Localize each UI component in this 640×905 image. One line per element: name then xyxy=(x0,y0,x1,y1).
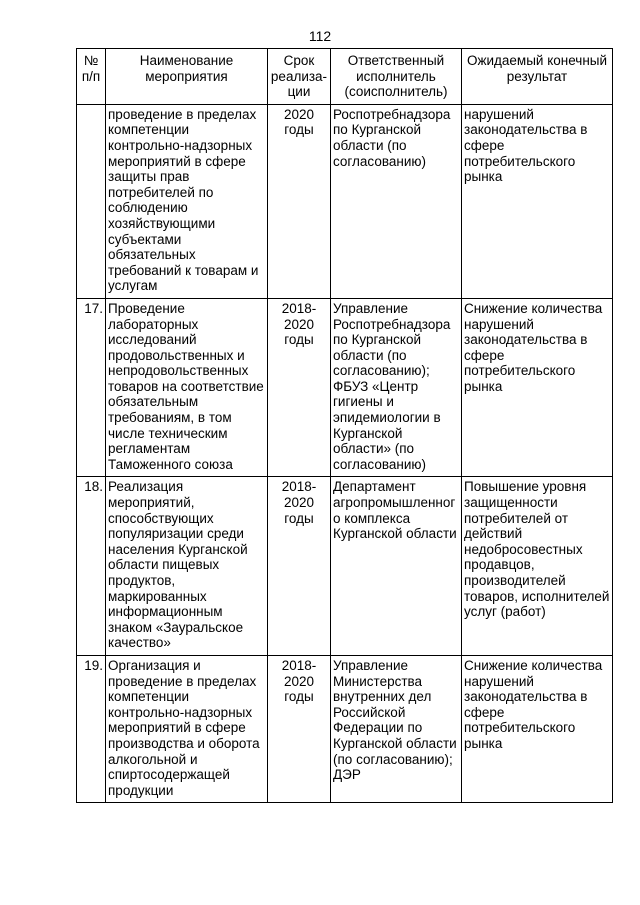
header-executor: Ответственный исполнитель (соисполнитель) xyxy=(331,49,462,105)
table-row xyxy=(77,477,613,656)
cell-line: Федерации по xyxy=(333,720,423,736)
cell-line: законодательства в xyxy=(464,122,588,138)
cell-num xyxy=(77,298,106,477)
cell-line: Управление xyxy=(333,657,409,673)
cell-line: продуктов, xyxy=(108,573,176,588)
cell-line: продовольственных и xyxy=(108,347,245,363)
cell-line: о комплекса xyxy=(333,510,411,526)
cell-line: обязательных xyxy=(108,247,196,263)
cell-line: проведение в пределах xyxy=(108,106,257,122)
cell-line: соблюдению xyxy=(108,200,188,216)
cell-line: лабораторных xyxy=(108,316,199,332)
measures-table xyxy=(76,48,613,803)
cell-line: Курганской xyxy=(333,425,403,441)
table-row xyxy=(77,655,613,802)
header-name: Наименование мероприятия xyxy=(106,49,268,105)
cell-line: мероприятий в сфере xyxy=(108,720,246,736)
cell-line: производства и оборота xyxy=(108,735,260,751)
cell-line: потребителей от xyxy=(464,510,569,526)
cell-result xyxy=(462,104,613,298)
cell-line: 2018- xyxy=(281,479,317,495)
cell-line: способствующих xyxy=(108,510,214,526)
cell-line: нарушений xyxy=(464,316,534,332)
cell-measure-name xyxy=(106,298,268,477)
cell-line: производителей xyxy=(464,573,566,588)
cell-line: населения Курганской xyxy=(108,541,248,557)
cell-line: Проведение xyxy=(108,300,185,316)
cell-line: законодательства в xyxy=(464,332,588,348)
cell-num xyxy=(77,104,106,298)
cell-measure-name xyxy=(106,477,268,656)
cell-line: агропромышленног xyxy=(333,495,456,511)
cell-executor xyxy=(331,477,462,656)
cell-line: компетенции xyxy=(108,122,190,138)
cell-line: недобросовестных xyxy=(464,541,583,557)
cell-line: потребителей по xyxy=(108,184,214,200)
cell-line: маркированных xyxy=(108,588,207,604)
cell-term xyxy=(268,298,331,477)
cell-line: обязательным xyxy=(108,394,199,410)
cell-line: годы xyxy=(284,122,314,138)
cell-term xyxy=(268,477,331,656)
cell-line: 2020 xyxy=(283,316,315,332)
cell-line: области (по xyxy=(333,137,407,153)
cell-line: Снижение количества xyxy=(464,300,603,316)
cell-line: согласованию) xyxy=(333,153,426,169)
cell-result xyxy=(462,655,613,802)
cell-line: товаров на соответствие xyxy=(108,378,264,394)
cell-line: спиртосодержащей xyxy=(108,767,230,783)
cell-line: регламентам xyxy=(108,441,191,457)
cell-line: сфере xyxy=(464,704,505,720)
cell-line: ФБУЗ «Центр xyxy=(333,378,419,394)
cell-line: товаров, исполнителей xyxy=(464,588,610,604)
cell-num xyxy=(77,655,106,802)
cell-line: 2018- xyxy=(281,657,317,673)
cell-term xyxy=(268,104,331,298)
cell-line: рынка xyxy=(464,169,503,185)
cell-line: защищенности xyxy=(464,495,558,511)
cell-line: 19. xyxy=(84,657,103,673)
cell-line: сфере xyxy=(464,347,505,363)
cell-line: Министерства xyxy=(333,673,423,689)
cell-line: законодательства в xyxy=(464,689,588,705)
cell-line: по Курганской xyxy=(333,332,421,348)
cell-executor xyxy=(331,655,462,802)
cell-line: контрольно-надзорных xyxy=(108,704,253,720)
cell-line: защиты прав xyxy=(108,169,190,185)
cell-line: мероприятий, xyxy=(108,495,195,511)
cell-executor xyxy=(331,298,462,477)
cell-measure-name xyxy=(106,104,268,298)
cell-line: сфере xyxy=(464,137,505,153)
header-num: № п/п xyxy=(77,49,106,105)
cell-line: компетенции xyxy=(108,689,190,705)
cell-line: годы xyxy=(284,332,314,348)
cell-line: годы xyxy=(284,510,314,526)
cell-line: контрольно-надзорных xyxy=(108,137,253,153)
cell-line: требованиям, в том xyxy=(108,410,232,426)
cell-line: алкогольной и xyxy=(108,751,198,767)
cell-line: области (по xyxy=(333,347,407,363)
cell-line: годы xyxy=(284,689,314,705)
cell-line: области пищевых xyxy=(108,557,220,573)
cell-line: потребительского xyxy=(464,363,576,379)
cell-line: 17. xyxy=(84,300,103,316)
page-number: 112 xyxy=(308,28,332,44)
cell-line: 2020 xyxy=(283,495,315,511)
cell-line: Роспотребнадзора xyxy=(333,106,451,122)
cell-line: требований к товарам и xyxy=(108,262,259,278)
cell-line: гигиены и xyxy=(333,394,394,410)
cell-line: информационным xyxy=(108,604,223,620)
cell-line: услуг (работ) xyxy=(464,604,546,620)
cell-line: продукции xyxy=(108,782,174,798)
cell-line: числе техническим xyxy=(108,425,228,441)
cell-line: 2020 xyxy=(283,106,315,122)
cell-line: Таможенного союза xyxy=(108,456,233,472)
cell-num xyxy=(77,477,106,656)
cell-line: услугам xyxy=(108,278,158,294)
cell-line: нарушений xyxy=(464,673,534,689)
cell-line: рынка xyxy=(464,378,503,394)
cell-line: субъектами xyxy=(108,231,182,247)
cell-line: потребительского xyxy=(464,720,576,736)
cell-line: потребительского xyxy=(464,153,576,169)
cell-result xyxy=(462,298,613,477)
cell-line: продавцов, xyxy=(464,557,535,573)
cell-line: Роспотребнадзора xyxy=(333,316,451,332)
cell-line: Курганской области xyxy=(333,526,457,542)
cell-line: популяризации среди xyxy=(108,526,244,542)
cell-line: области» (по xyxy=(333,441,415,457)
cell-line: Департамент xyxy=(333,479,416,495)
header-result: Ожидаемый конечный результат xyxy=(462,49,613,105)
cell-line: рынка xyxy=(464,735,503,751)
cell-line: Снижение количества xyxy=(464,657,603,673)
cell-line: Повышение уровня xyxy=(464,479,587,495)
cell-line: Организация и xyxy=(108,657,201,673)
cell-line: качество» xyxy=(108,635,171,651)
table-row xyxy=(77,104,613,298)
cell-line: действий xyxy=(464,526,523,542)
cell-line: Российской xyxy=(333,704,406,720)
cell-line: ДЭР xyxy=(333,767,361,783)
table-body xyxy=(77,104,613,803)
cell-line: 2018- xyxy=(281,300,317,316)
table-row xyxy=(77,298,613,477)
cell-term xyxy=(268,655,331,802)
cell-line: проведение в пределах xyxy=(108,673,257,689)
cell-line: Управление xyxy=(333,300,409,316)
cell-result xyxy=(462,477,613,656)
cell-line: хозяйствующими xyxy=(108,215,216,231)
table-header-row xyxy=(77,49,613,105)
cell-line: по Курганской xyxy=(333,122,421,138)
cell-measure-name xyxy=(106,655,268,802)
cell-line: согласованию) xyxy=(333,456,426,472)
cell-line: знаком «Зауральское xyxy=(108,619,244,635)
cell-line: (по согласованию); xyxy=(333,751,453,767)
cell-executor xyxy=(331,104,462,298)
cell-line: исследований xyxy=(108,332,197,348)
cell-line: нарушений xyxy=(464,106,534,122)
cell-line: Реализация xyxy=(108,479,184,495)
cell-line: согласованию); xyxy=(333,363,430,379)
cell-line: мероприятий в сфере xyxy=(108,153,246,169)
cell-line: 18. xyxy=(84,479,103,495)
cell-line: внутренних дел xyxy=(333,689,432,705)
cell-line: непродовольственных xyxy=(108,363,249,379)
cell-line: 2020 xyxy=(283,673,315,689)
cell-line: Курганской области xyxy=(333,735,457,751)
header-term: Срок реализа- ции xyxy=(268,49,331,105)
cell-line: эпидемиологии в xyxy=(333,410,441,426)
